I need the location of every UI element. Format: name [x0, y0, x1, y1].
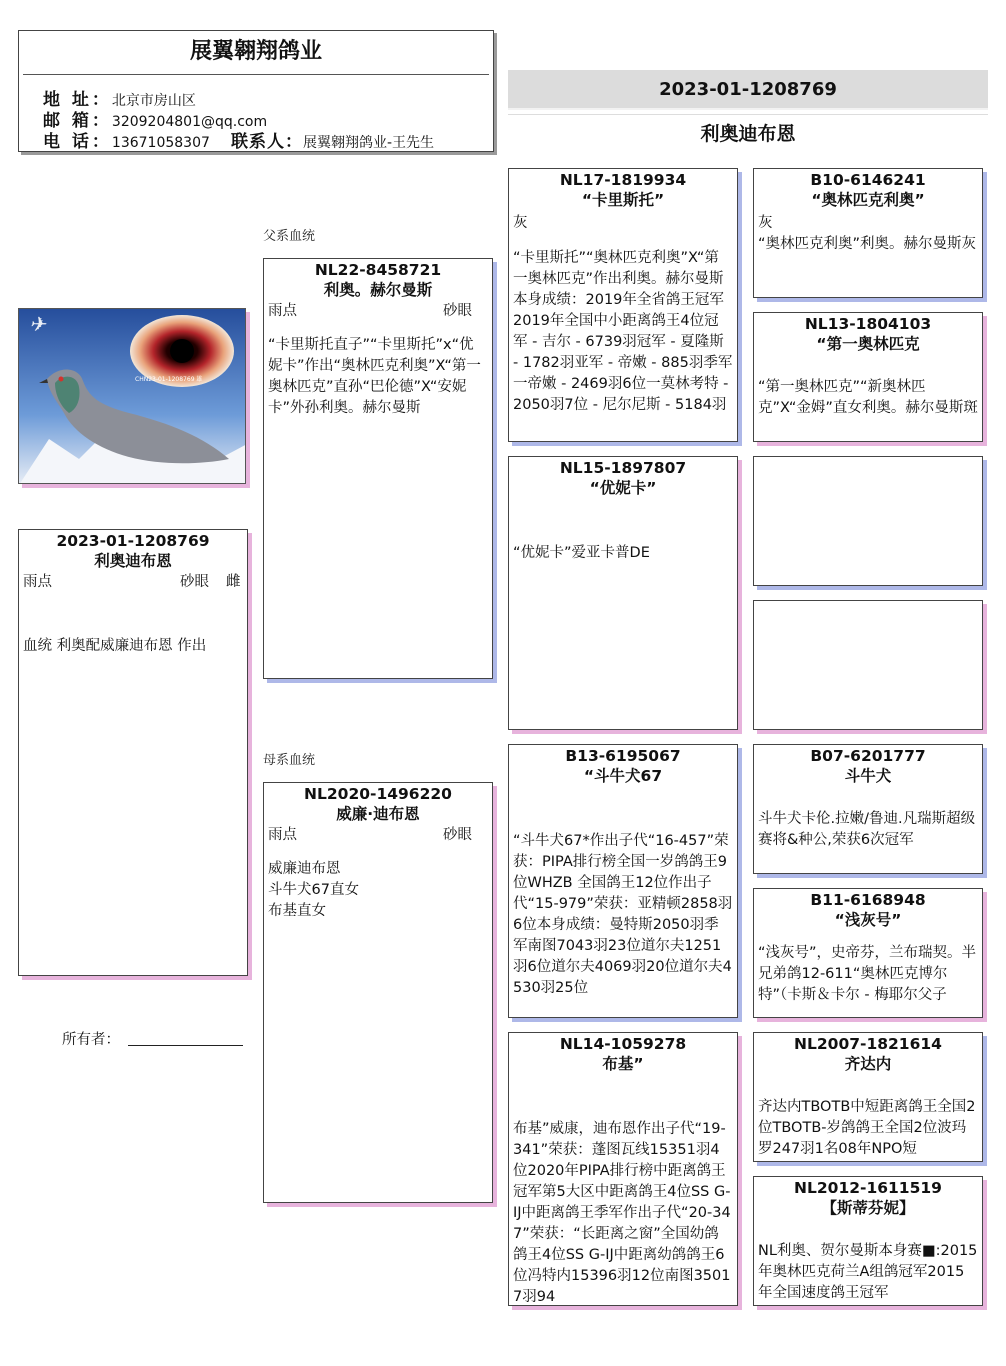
gen3-dss-ring: B07-6201777 — [810, 747, 926, 765]
gen2-ss-color: 灰 — [513, 215, 528, 231]
sire-section-label: 父系血统 — [263, 229, 316, 244]
gen2-ss-ring: NL17-1819934 — [559, 171, 687, 189]
gen3-ssd-name: “第一奥林匹克 — [816, 335, 920, 353]
gen3-ddd-desc: NL利奥、贺尔曼斯本身赛■:2015年奥林匹克荷兰A组鸽冠军2015年全国速度鸽王冠军 — [758, 1243, 978, 1301]
gen2-dd-name: 布基” — [602, 1055, 644, 1073]
subject-attrs — [19, 572, 247, 594]
dam-attrs — [264, 825, 492, 847]
dam-section-label: 母系血统 — [263, 753, 316, 768]
gen2-ss-name: “卡里斯托” — [581, 191, 665, 209]
contact-line — [231, 127, 434, 152]
sire-desc: “卡里斯托直子”“卡里斯托”x“优妮卡”作出“奥林匹克利奥”X“第一奥林匹克”直孙“巴伦德”X“安妮卡”外孙利奥。赫尔曼斯 — [268, 337, 481, 416]
gen3-dds-name: 齐达内 — [844, 1055, 892, 1073]
gen3-sds-card-empty — [753, 456, 983, 586]
address-label: 地 址： — [43, 90, 112, 110]
gen2-ss-desc: “卡里斯托”“奥林匹克利奥”X“第一奥林匹克”作出利奥。赫尔曼斯本身成绩：2019年全省鸽王冠军2019年全国中小距离鸽王4位冠军 - 吉尔 - 6739羽冠军 - 夏隆斯 - 1782羽亚军 - 帝嫩 - 885羽季军一帝嫩 - 2469羽6位一莫林考特 - 2050羽7位 - 尼尔尼斯 - 5184羽 — [513, 250, 733, 413]
gen3-dds-card — [753, 1032, 983, 1162]
sire-name: 利奥。赫尔曼斯 — [323, 281, 433, 299]
phone-line — [43, 127, 210, 152]
owner-underline — [128, 1045, 243, 1046]
dam-desc — [264, 859, 492, 922]
dam-name: 威廉·迪布恩 — [336, 805, 420, 823]
dam-desc-line: 斗牛犬67直女 — [268, 882, 359, 898]
gen2-sd-desc: “优妮卡”爱亚卡普DE — [513, 545, 650, 561]
dam-card — [263, 782, 493, 1203]
gen3-dss-card — [753, 744, 983, 874]
gen3-ssd-ring: NL13-1804103 — [804, 315, 932, 333]
owner-line — [62, 1028, 120, 1049]
gen3-dss-name: 斗牛犬 — [844, 767, 892, 785]
dam-desc-line: 布基直女 — [268, 903, 326, 919]
gen3-dds-desc: 齐达内TBOTB中短距离鸽王全国2位TBOTB-岁鸽鸽王全国2位波玛罗247羽1名08年NPO短 — [758, 1099, 976, 1157]
gen3-sss-ring: B10-6146241 — [810, 171, 926, 189]
title-name: 利奥迪布恩 — [700, 123, 796, 145]
gen3-dsd-ring: B11-6168948 — [810, 891, 926, 909]
address-value: 北京市房山区 — [111, 93, 196, 109]
dam-eye2: 砂眼 — [443, 827, 472, 843]
gen3-dsd-name: “浅灰号” — [834, 911, 902, 929]
subject-name: 利奥迪布恩 — [94, 552, 172, 570]
email-value: 3209204801@qq.com — [111, 114, 268, 130]
pigeon-photo-image — [19, 309, 246, 484]
company-title: 展翼翱翔鸽业 — [189, 39, 322, 64]
subject-eye: 雨点 — [23, 574, 52, 590]
gen3-ssd-desc: “第一奥林匹克”“新奥林匹克”X“金姆”直女利奥。赫尔曼斯斑 — [758, 379, 978, 416]
sire-eye: 雨点 — [268, 303, 297, 319]
subject-desc: 血统 利奥配威廉迪布恩 作出 — [23, 638, 207, 654]
header-divider — [23, 74, 489, 75]
gen2-sire-dam-card — [508, 456, 738, 730]
gen2-dam-sire-card — [508, 744, 738, 1018]
gen3-sss-card — [753, 168, 983, 298]
owner-label: 所有者： — [62, 1032, 120, 1048]
gen3-ddd-card — [753, 1176, 983, 1306]
photo-caption: CHN23-01-1208769 雄 — [135, 376, 203, 383]
gen2-ds-ring: B13-6195067 — [565, 747, 681, 765]
dam-ring: NL2020-1496220 — [304, 785, 452, 803]
gen3-sss-desc: “奥林匹克利奥”利奥。赫尔曼斯灰 — [758, 236, 977, 252]
header-box — [18, 30, 494, 152]
gen3-sdd-card-empty — [753, 600, 983, 730]
gen2-sire-sire-card — [508, 168, 738, 442]
gen3-ssd-card — [753, 312, 983, 442]
sire-attrs — [264, 301, 492, 323]
subject-eye2: 砂眼 — [180, 574, 209, 590]
phone-value: 13671058307 — [111, 135, 210, 151]
title-underline — [508, 114, 988, 115]
gen3-ddd-ring: NL2012-1611519 — [794, 1179, 942, 1197]
title-ring: 2023-01-1208769 — [659, 79, 837, 100]
gen2-ds-name: “斗牛犬67 — [583, 767, 663, 785]
email-label: 邮 箱： — [43, 111, 112, 131]
gen3-dsd-card — [753, 888, 983, 1018]
gen3-sss-color: 灰 — [758, 215, 773, 231]
contact-label: 联系人： — [231, 132, 303, 152]
dam-eye: 雨点 — [268, 827, 297, 843]
title-ring-bar — [508, 70, 988, 110]
phone-label: 电 话： — [43, 132, 112, 152]
gen2-sd-ring: NL15-1897807 — [559, 459, 687, 477]
svg-text:✈: ✈ — [29, 312, 46, 336]
gen3-dsd-desc: “浅灰号”，史帝芬，兰布瑞契。半兄弟鸽12-611“奥林匹克博尔特”（卡斯＆卡尔 - 梅耶尔父子 — [758, 945, 977, 1003]
gen2-dd-desc: 布基”威康，迪布恩作出子代“19-341”荣获：蓬图瓦线15351羽4位2020年PIPA排行榜中距离鸽王冠军第5大区中距离鸽王4位SS G-IJ中距离鸽王季军作出子代“20-347”荣获：“长距离之窗”全国幼鸽鸽王4位SS G-IJ中距离幼鸽鸽王6位冯特内15396羽12位南图35017羽94 — [513, 1121, 731, 1305]
contact-value: 展翼翱翔鸽业-王先生 — [303, 135, 435, 151]
gen2-sd-name: “优妮卡” — [589, 479, 657, 497]
gen2-ds-desc: “斗牛犬67*作出子代“16-457”荣获：PIPA排行榜全国一岁鸽鸽王9位WHZB 全国鸽王12位作出子代“15-979”荣获：亚精顿2858羽6位本身成绩：曼特斯2050羽季军南图7043羽23位道尔夫1251羽6位道尔夫4069羽20位道尔夫4530羽25位 — [513, 833, 733, 996]
sire-card — [263, 258, 493, 679]
gen3-sss-name: “奥林匹克利奥” — [811, 191, 925, 209]
gen3-dds-ring: NL2007-1821614 — [794, 1035, 942, 1053]
gen3-dss-desc: 斗牛犬卡伦.拉嫩/鲁迪.凡瑞斯超级赛将&种公,荣获6次冠军 — [758, 811, 976, 848]
subject-card — [18, 529, 248, 976]
gen3-ddd-name: 【斯蒂芬妮】 — [821, 1199, 915, 1217]
dam-desc-line: 威廉迪布恩 — [268, 861, 341, 877]
subject-ring: 2023-01-1208769 — [56, 532, 210, 550]
pigeon-photo — [18, 308, 246, 484]
subject-sex: 雌 — [226, 574, 241, 590]
sire-ring: NL22-8458721 — [314, 261, 442, 279]
sire-eye2: 砂眼 — [443, 303, 472, 319]
gen2-dam-dam-card — [508, 1032, 738, 1306]
gen2-dd-ring: NL14-1059278 — [559, 1035, 687, 1053]
